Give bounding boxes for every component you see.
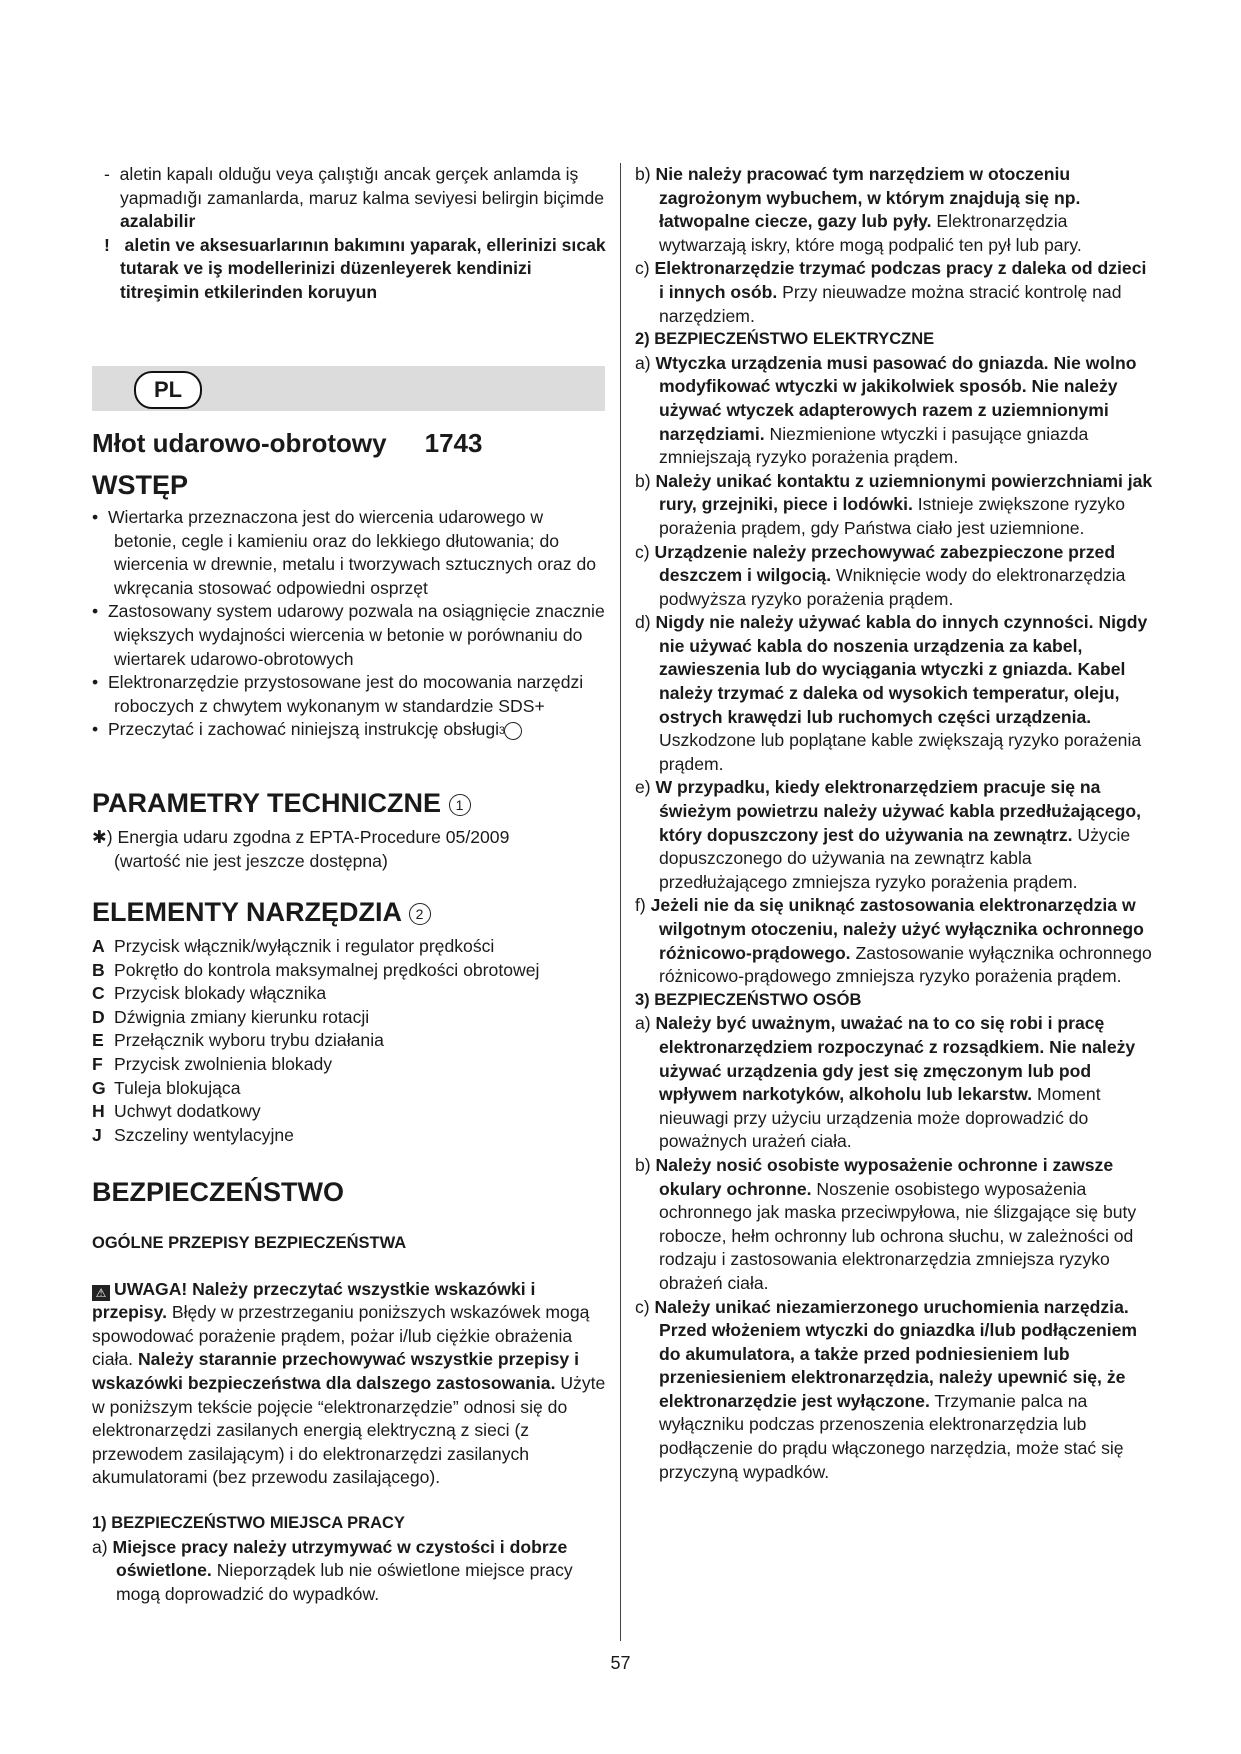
workplace-item-a: a) Miejsce pracy należy utrzymywać w czystości i dobrze oświetlone. Nieporządek lub nie oświetlone miejsce pracy mogą doprowadzić do wypadków. — [92, 1536, 573, 1604]
intro-heading: WSTĘP — [92, 470, 189, 500]
electrical-safety-heading: 2) BEZPIECZEŃSTWO ELEKTRYCZNE — [635, 330, 935, 349]
figure-ref-1: 1 — [449, 794, 471, 816]
rule-item: e) W przypadku, kiedy elektronarzędziem pracuje się na świeżym powietrzu należy używać kabla przedłużającego, który dopuszczony jest do używania na zewnątrz. Użycie dopuszczonego do używania na zewnątrz kabla przedłużającego zmniejsza ryzyko porażenia prądem. — [635, 777, 1142, 892]
product-model: 1743 — [424, 428, 483, 458]
item-marker: - — [104, 164, 110, 184]
personal-safety-heading: 3) BEZPIECZEŃSTWO OSÓB — [635, 990, 862, 1009]
legend-item: D Dźwignia zmiany kierunku rotacji — [92, 1006, 370, 1027]
turkish-item-1: - aletin kapalı olduğu veya çalıştığı ancak gerçek anlamda iş yapmadığı zamanlarda, maruz kalma seviyesi belirgin biçimde azalabilir — [104, 164, 605, 232]
legend-item: B Pokrętło do kontrola maksymalnej prędkości obrotowej — [92, 959, 540, 980]
intro-bullet: • Wiertarka przeznaczona jest do wiercenia udarowego w betonie, cegle i kamieniu oraz do lekkiego dłutowania; do wiercenia w drewnie, metalu i tworzywach sztucznych oraz do wkręcania stosować odpowiedni osprzęt — [92, 507, 597, 598]
intro-bullet: • Zastosowany system udarowy pozwala na osiągnięcie znacznie większych wydajności wiercenia w betonie w porównaniu do wiertarek udarowo-obrotowych — [92, 601, 605, 669]
turkish-tail — [92, 163, 607, 305]
safety-heading: BEZPIECZEŃSTWO — [92, 1177, 345, 1207]
intro-bullet: • Elektronarzędzie przystosowane jest do mocowania narzędzi roboczych z chwytem wykonanym w standardzie SDS+ — [92, 672, 584, 716]
safety-general — [92, 1232, 607, 1606]
elements-legend — [92, 935, 607, 1147]
params-heading: PARAMETRY TECHNICZNE 1 — [92, 788, 471, 819]
column-divider — [620, 163, 621, 1641]
legend-item: C Przycisk blokady włącznika — [92, 983, 327, 1004]
language-bar — [92, 366, 605, 411]
figure-ref-2: 2 — [409, 903, 431, 925]
workplace-heading: 1) BEZPIECZEŃSTWO MIEJSCA PRACY — [92, 1513, 405, 1532]
intro-bullet: • Przeczytać i zachować niniejszą instrukcję obsługi 3 — [92, 718, 607, 742]
rule-item: d) Nigdy nie należy używać kabla do innych czynności. Nigdy nie używać kabla do noszenia urządzenia za kabel, zawieszenia lub do wyciągania wtyczki z gniazda. Kabel należy trzymać z daleka od wysokich temperatur, oleju, ostrych krawędzi lub ruchomych części urządzenia. Uszkodzone lub poplątane kable zwiększają ryzyko porażenia prądem. — [635, 612, 1148, 774]
item-marker: ! — [104, 234, 110, 255]
rule-item: b) Należy nosić osobiste wyposażenie ochronne i zawsze okulary ochronne. Noszenie osobistego wyposażenia ochronnego jak maska przeciwpyłowa, nie ślizgające się buty robocze, hełm ochronny lub ochrona słuchu, w zależności od rodzaju i zastosowania elektronarzędzia zmniejsza ryzyko obrażeń ciała. — [635, 1154, 1137, 1293]
legend-item: A Przycisk włącznik/wyłącznik i regulator prędkości — [92, 936, 495, 956]
legend-item: G Tuleja blokująca — [92, 1077, 241, 1098]
params-note: ✱) Energia udaru zgodna z EPTA-Procedure 05/2009 (wartość nie jest jeszcze dostępna) — [92, 827, 510, 871]
right-column — [635, 163, 1155, 1484]
intro-list — [92, 506, 607, 742]
legend-item: J Szczeliny wentylacyjne — [92, 1124, 294, 1145]
asterisk-marker: ✱) — [92, 827, 113, 847]
legend-item: F Przycisk zwolnienia blokady — [92, 1053, 333, 1074]
warning-paragraph: ⚠ UWAGA! Należy przeczytać wszystkie wskazówki i przepisy. Błędy w przestrzeganiu poniższych wskazówek mogą spowodować porażenie prądem, pożar i/lub ciężkie obrażenia ciała. Należy starannie przechowywać wszystkie przepisy i wskazówki bezpieczeństwa dla dalszego zastosowania. Użyte w poniższym tekście pojęcie “elektronarzędzie” odnosi się do elektronarzędzi zasilanych energią elektryczną z sieci (z przewodem zasilającym) i do elektronarzędzi zasilanych akumulatorami (bez przewodu zasilającego). — [92, 1278, 606, 1488]
turkish-item-2: ! aletin ve aksesuarlarının bakımını yaparak, ellerinizi sıcak tutarak ve iş modellerinizi düzenleyerek kendinizi titreşimin etkilerinden koruyun — [104, 234, 606, 302]
language-badge: PL — [134, 371, 202, 409]
warning-icon: ⚠ — [92, 1285, 110, 1301]
rule-item: f) Jeżeli nie da się uniknąć zastosowania elektronarzędzia w wilgotnym otoczeniu, należy użyć wyłącznika ochronnego różnicowo-prądowego. Zastosowanie wyłącznika ochronnego różnicowo-prądowego zmniejsza ryzyko porażenia prądem. — [635, 895, 1152, 987]
figure-ref-3: 3 — [504, 722, 522, 740]
rule-item: c) Należy unikać niezamierzonego uruchomienia narzędzia. Przed włożeniem wtyczki do gniazdka i/lub podłączeniem do akumulatora, a także przed podniesieniem lub przeniesieniem elektronarzędzia, należy upewnić się, że elektronarzędzie jest wyłączone. Trzymanie palca na wyłączniku podczas przenoszenia elektronarzędzia lub podłączenie do prądu włączonego narzędzia, może stać się przyczyną wypadków. — [635, 1296, 1138, 1482]
rule-item: c) Elektronarzędzie trzymać podczas pracy z daleka od dzieci i innych osób. Przy nieuwadze można stracić kontrolę nad narzędziem. — [635, 258, 1147, 326]
rule-item: b) Nie należy pracować tym narzędziem w otoczeniu zagrożonym wybuchem, w którym znajdują się np. łatwopalne ciecze, gazy lub pyły. Elektronarzędzia wytwarzają iskry, które mogą podpalić ten pył lub pary. — [635, 164, 1082, 255]
rule-item: b) Należy unikać kontaktu z uziemnionymi powierzchniami jak rury, grzejniki, piece i lodówki. Istnieje zwiększone ryzyko porażenia prądem, gdy Państwa ciało jest uziemnione. — [635, 470, 1153, 538]
general-rules-heading: OGÓLNE PRZEPISY BEZPIECZEŃSTWA — [92, 1234, 407, 1252]
legend-item: E Przełącznik wyboru trybu działania — [92, 1030, 384, 1051]
elements-heading: ELEMENTY NARZĘDZIA 2 — [92, 897, 431, 928]
product-title: Młot udarowo-obrotowy 1743 — [92, 428, 483, 458]
legend-item: H Uchwyt dodatkowy — [92, 1101, 261, 1122]
rule-item: a) Wtyczka urządzenia musi pasować do gniazda. Nie wolno modyfikować wtyczki w jakikolwiek sposób. Nie należy używać wtyczek adapterowych razem z uziemnionymi narzędziami. Niezmienione wtyczki i pasujące gniazda zmniejszają ryzyko porażenia prądem. — [635, 352, 1137, 468]
rule-item: a) Należy być uważnym, uważać na to co się robi i pracę elektronarzędziem rozpoczynać z rozsądkiem. Nie należy używać urządzenia gdy jest się zmęczonym lub pod wpływem narkotyków, alkoholu lub lekarstw. Moment nieuwagi przy użyciu urządzenia może doprowadzić do poważnych urażeń ciała. — [635, 1013, 1136, 1152]
rule-item: c) Urządzenie należy przechowywać zabezpieczone przed deszczem i wilgocią. Wniknięcie wody do elektronarzędzia podwyższa ryzyko porażenia prądem. — [635, 541, 1126, 609]
page-number: 57 — [610, 1653, 631, 1673]
